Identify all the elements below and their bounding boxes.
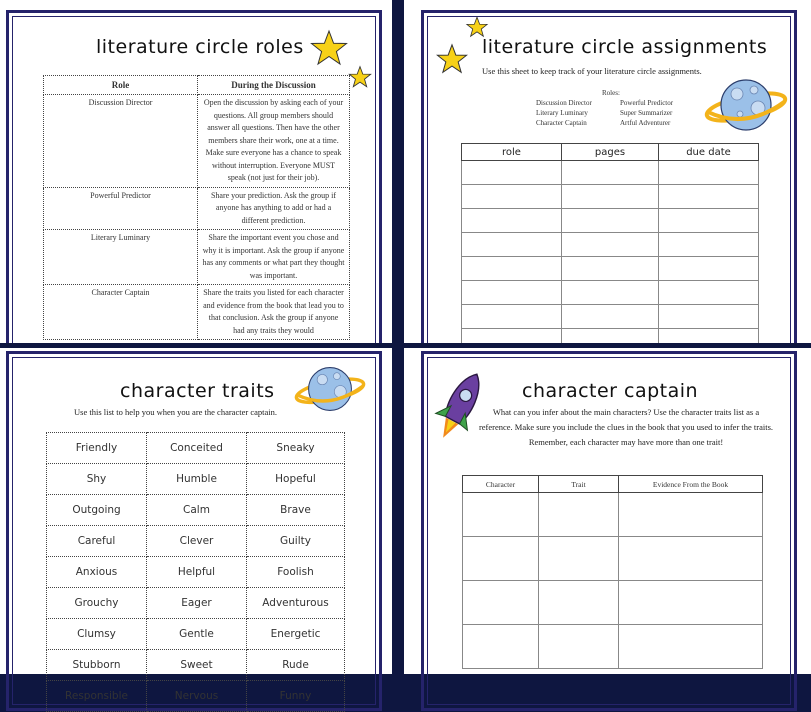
traits-table: [46, 432, 345, 712]
pages-cell[interactable]: [562, 209, 659, 233]
page-title: literature circle assignments: [482, 36, 768, 58]
role-cell: Character Captain: [44, 285, 198, 340]
page-title: literature circle roles: [96, 36, 304, 58]
role-cell[interactable]: [462, 209, 562, 233]
table-row: [47, 495, 345, 526]
role-cell[interactable]: [462, 305, 562, 329]
trait-cell[interactable]: [539, 581, 619, 625]
evidence-cell[interactable]: [619, 493, 763, 537]
trait-cell: Careful: [47, 526, 147, 557]
table-row: [47, 557, 345, 588]
table-row: [47, 526, 345, 557]
due-date-cell[interactable]: [659, 161, 759, 185]
trait-cell: Sneaky: [247, 433, 345, 464]
table-row: [47, 433, 345, 464]
due-date-cell[interactable]: [659, 185, 759, 209]
trait-cell: Responsible: [47, 681, 147, 712]
trait-cell: Guilty: [247, 526, 345, 557]
intro-text: What can you infer about the main characters? Use the character traits list as a reference. Make sure you include the clues in the book that you used to infer the traits. Remember, each character may have more than one trait!: [478, 407, 774, 447]
pages-cell[interactable]: [562, 185, 659, 209]
roles-list-left: [536, 98, 616, 128]
table-row: [47, 588, 345, 619]
role-name: Powerful Predictor: [620, 99, 674, 107]
due-date-cell[interactable]: [659, 233, 759, 257]
trait-cell: Clever: [147, 526, 247, 557]
description-cell: Share your prediction. Ask the group if anyone has anything to add or had a different prediction.: [198, 187, 350, 230]
role-cell: Powerful Predictor: [44, 187, 198, 230]
table-row: [463, 493, 763, 537]
planet-icon: [704, 72, 788, 138]
description-cell: Open the discussion by asking each of your questions. All group members should answer all questions. Then have the other members share their work, one at a time. Make sure everyone has a chance to speak without interruption. Everyone MUST speak (not just for their job).: [198, 95, 350, 188]
column-header: During the Discussion: [198, 76, 350, 95]
traits-page: [0, 348, 392, 702]
table-row: [463, 537, 763, 581]
table-row: [44, 187, 350, 230]
trait-cell: Humble: [147, 464, 247, 495]
table-row: [44, 230, 350, 285]
trait-cell: Calm: [147, 495, 247, 526]
table-row: [44, 95, 350, 188]
pages-cell[interactable]: [562, 305, 659, 329]
role-name: Artful Adventurer: [620, 119, 671, 127]
table-row: [463, 625, 763, 669]
trait-cell[interactable]: [539, 625, 619, 669]
column-header: Evidence From the Book: [619, 476, 763, 493]
page-title: character traits: [120, 380, 275, 402]
role-cell: Literary Luminary: [44, 230, 198, 285]
due-date-cell[interactable]: [659, 257, 759, 281]
assignments-page: [404, 0, 811, 343]
table-row: [462, 281, 759, 305]
table-row: [47, 464, 345, 495]
table-row: [462, 257, 759, 281]
trait-cell: Eager: [147, 588, 247, 619]
character-cell[interactable]: [463, 625, 539, 669]
trait-cell: Brave: [247, 495, 345, 526]
column-header: pages: [562, 144, 659, 161]
pages-cell[interactable]: [562, 257, 659, 281]
table-row: [44, 285, 350, 340]
role-cell[interactable]: [462, 257, 562, 281]
evidence-cell[interactable]: [619, 625, 763, 669]
table-row: [462, 209, 759, 233]
column-header: role: [462, 144, 562, 161]
table-row: [462, 305, 759, 329]
vertical-divider: [397, 0, 403, 674]
description-cell: Share the traits you listed for each character and evidence from the book that lead you to that conclusion. Ask the group if anyone had any traits they would: [198, 285, 350, 340]
trait-cell: Helpful: [147, 557, 247, 588]
captain-page: [404, 348, 811, 674]
small-star-icon: [348, 66, 372, 88]
due-date-cell[interactable]: [659, 305, 759, 329]
table-row: [47, 650, 345, 681]
pages-cell[interactable]: [562, 233, 659, 257]
column-header: Character: [463, 476, 539, 493]
table-row: [462, 185, 759, 209]
role-name: Literary Luminary: [536, 109, 588, 117]
assignments-table: [461, 143, 759, 377]
character-cell[interactable]: [463, 581, 539, 625]
due-date-cell[interactable]: [659, 281, 759, 305]
page-title: character captain: [522, 380, 699, 402]
role-cell[interactable]: [462, 161, 562, 185]
trait-cell: Foolish: [247, 557, 345, 588]
roles-list-right: [620, 98, 700, 128]
character-cell[interactable]: [463, 493, 539, 537]
pages-cell[interactable]: [562, 281, 659, 305]
role-cell[interactable]: [462, 281, 562, 305]
trait-cell: Nervous: [147, 681, 247, 712]
column-header: Trait: [539, 476, 619, 493]
roles-heading: Roles:: [602, 89, 620, 97]
planet-icon: [294, 360, 366, 418]
trait-cell: Sweet: [147, 650, 247, 681]
trait-cell: Anxious: [47, 557, 147, 588]
trait-cell: Hopeful: [247, 464, 345, 495]
table-row: [47, 681, 345, 712]
pages-cell[interactable]: [562, 161, 659, 185]
roles-page: [0, 0, 392, 343]
table-row: [462, 161, 759, 185]
evidence-cell[interactable]: [619, 537, 763, 581]
role-cell: Discussion Director: [44, 95, 198, 188]
table-row: [463, 581, 763, 625]
roles-table: [43, 75, 350, 340]
horizontal-divider: [0, 343, 811, 348]
trait-cell: Friendly: [47, 433, 147, 464]
table-row: [47, 619, 345, 650]
trait-cell: Shy: [47, 464, 147, 495]
role-name: Character Captain: [536, 119, 587, 127]
role-cell[interactable]: [462, 233, 562, 257]
role-cell[interactable]: [462, 185, 562, 209]
star-icon: [466, 16, 488, 38]
character-cell[interactable]: [463, 537, 539, 581]
due-date-cell[interactable]: [659, 209, 759, 233]
role-name: Discussion Director: [536, 99, 592, 107]
intro-text: Use this sheet to keep track of your literature circle assignments.: [482, 66, 702, 76]
role-name: Super Summarizer: [620, 109, 673, 117]
table-row: [462, 233, 759, 257]
star-icon: [310, 30, 348, 66]
trait-cell: Stubborn: [47, 650, 147, 681]
evidence-cell[interactable]: [619, 581, 763, 625]
intro-text: Use this list to help you when you are the character captain.: [74, 407, 277, 417]
trait-cell: Funny: [247, 681, 345, 712]
trait-cell: Rude: [247, 650, 345, 681]
trait-cell: Clumsy: [47, 619, 147, 650]
trait-cell: Conceited: [147, 433, 247, 464]
description-cell: Share the important event you chose and why it is important. Ask the group if anyone has any comments or what part they thought was important.: [198, 230, 350, 285]
trait-cell[interactable]: [539, 493, 619, 537]
trait-cell: Energetic: [247, 619, 345, 650]
column-header: Role: [44, 76, 198, 95]
star-icon: [436, 44, 468, 74]
trait-cell: Adventurous: [247, 588, 345, 619]
evidence-table: [462, 475, 763, 669]
column-header: due date: [659, 144, 759, 161]
trait-cell: Grouchy: [47, 588, 147, 619]
trait-cell[interactable]: [539, 537, 619, 581]
trait-cell: Outgoing: [47, 495, 147, 526]
trait-cell: Gentle: [147, 619, 247, 650]
